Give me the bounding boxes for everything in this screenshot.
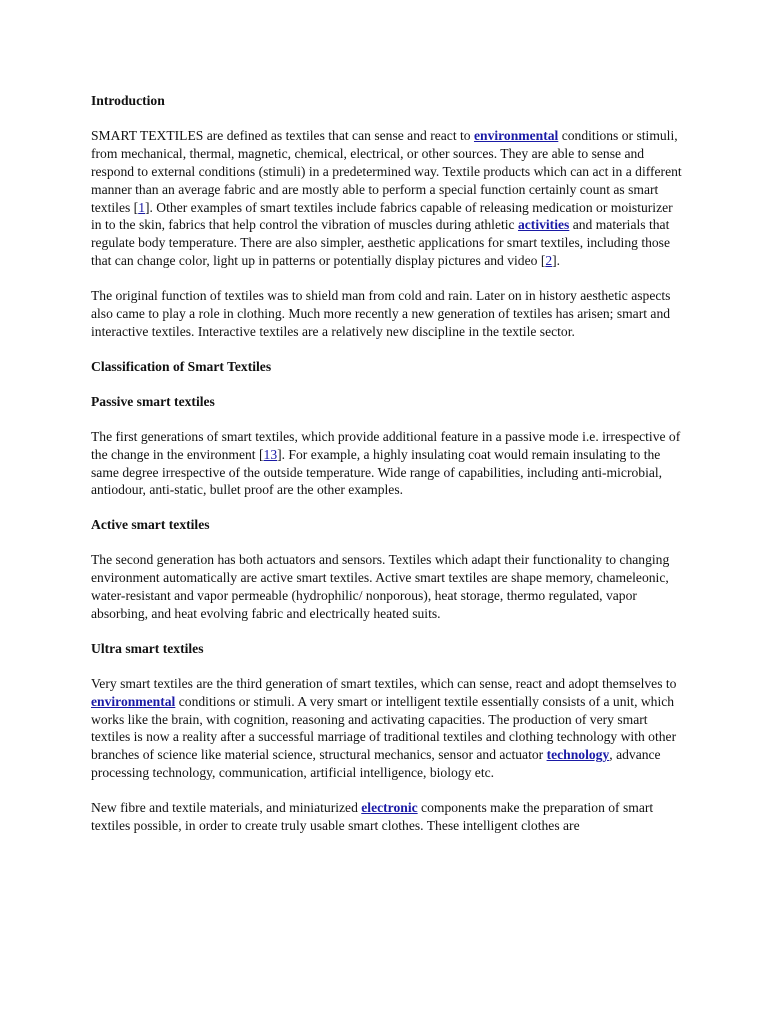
heading-classification: Classification of Smart Textiles (91, 358, 272, 374)
text-run: and materials that regulate body temperature. There are also simpler, aesthetic applications for smart textiles, including those that can change color, light up in patterns or potentially display pictures and video [ (91, 217, 671, 269)
link-environmental-2[interactable]: environmental (91, 693, 176, 709)
document-body (91, 92, 683, 852)
paragraph-ultra (91, 675, 683, 782)
citation-link-2[interactable]: 2 (545, 253, 553, 269)
link-electronic[interactable]: electronic (361, 800, 418, 816)
text-run: The first generations of smart textiles, which provide additional feature in a passive mode i.e. irrespective of the change in the environment [ (91, 428, 681, 462)
paragraph-intro-2: The original function of textiles was to shield man from cold and rain. Later on in history aesthetic aspects also came to play a role in clothing. Much more recently a new generation of textiles has arisen; smart and interactive textiles. Interactive textiles are a relatively new discipline in the textile sector. (91, 288, 671, 339)
heading-active: Active smart textiles (91, 517, 210, 533)
citation-link-1[interactable]: 1 (138, 199, 145, 215)
text-run: conditions or stimuli. A very smart or intelligent textile essentially consists of a unit, which works like the brain, with cognition, reasoning and activating capacities. The production of very smart textiles is now a reality after a successful marriage of traditional textiles and clothing technology with other branches of science like material science, structural mechanics, sensor and actuator (91, 693, 677, 763)
link-technology[interactable]: technology (546, 747, 610, 763)
text-run: , advance processing technology, communication, artificial intelligence, biology etc. (91, 747, 661, 781)
text-run: SMART TEXTILES are defined as textiles that can sense and react to (91, 127, 474, 143)
text-run: Very smart textiles are the third generation of smart textiles, which can sense, react and adopt themselves to (91, 675, 677, 691)
link-environmental[interactable]: environmental (473, 127, 559, 143)
citation-link-13[interactable]: 13 (263, 446, 278, 462)
heading-introduction: Introduction (91, 93, 165, 108)
text-run: ]. For example, a highly insulating coat would remain insulating to the same degree irrespective of the outside temperature. Wide range of capabilities, including anti-microbial, antiodour, anti-static, bullet proof are the other examples. (91, 446, 663, 498)
text-run: components make the preparation of smart textiles possible, in order to create truly usable smart clothes. These intelligent clothes are (91, 800, 654, 834)
paragraph-passive (91, 428, 683, 500)
paragraph-fibre (91, 799, 683, 835)
paragraph-intro-1 (91, 127, 683, 270)
heading-passive: Passive smart textiles (91, 393, 215, 409)
text-run: ]. Other examples of smart textiles include fabrics capable of releasing medication or moisturizer in to the skin, fabrics that help control the vibration of muscles during athletic (91, 199, 673, 233)
link-activities[interactable]: activities (517, 217, 570, 233)
text-run: ]. (552, 253, 561, 269)
heading-ultra: Ultra smart textiles (91, 640, 204, 656)
text-run: conditions or stimuli, from mechanical, thermal, magnetic, chemical, electrical, or other sources. They are able to sense and respond to external conditions (stimuli) in a predetermined way. Textile products which can act in a different manner than an average fabric and are mostly able to perform a special function certainly count as smart textiles [ (91, 127, 682, 215)
paragraph-active: The second generation has both actuators and sensors. Textiles which adapt their functionality to changing environment automatically are active smart textiles. Active smart textiles are shape memory, chameleonic, water-resistant and vapor permeable (hydrophilic/ nonporous), heat storage, thermo regulated, vapor absorbing, and heat evolving fabric and electrically heated suits. (91, 552, 670, 621)
text-run: New fibre and textile materials, and miniaturized (91, 800, 362, 816)
